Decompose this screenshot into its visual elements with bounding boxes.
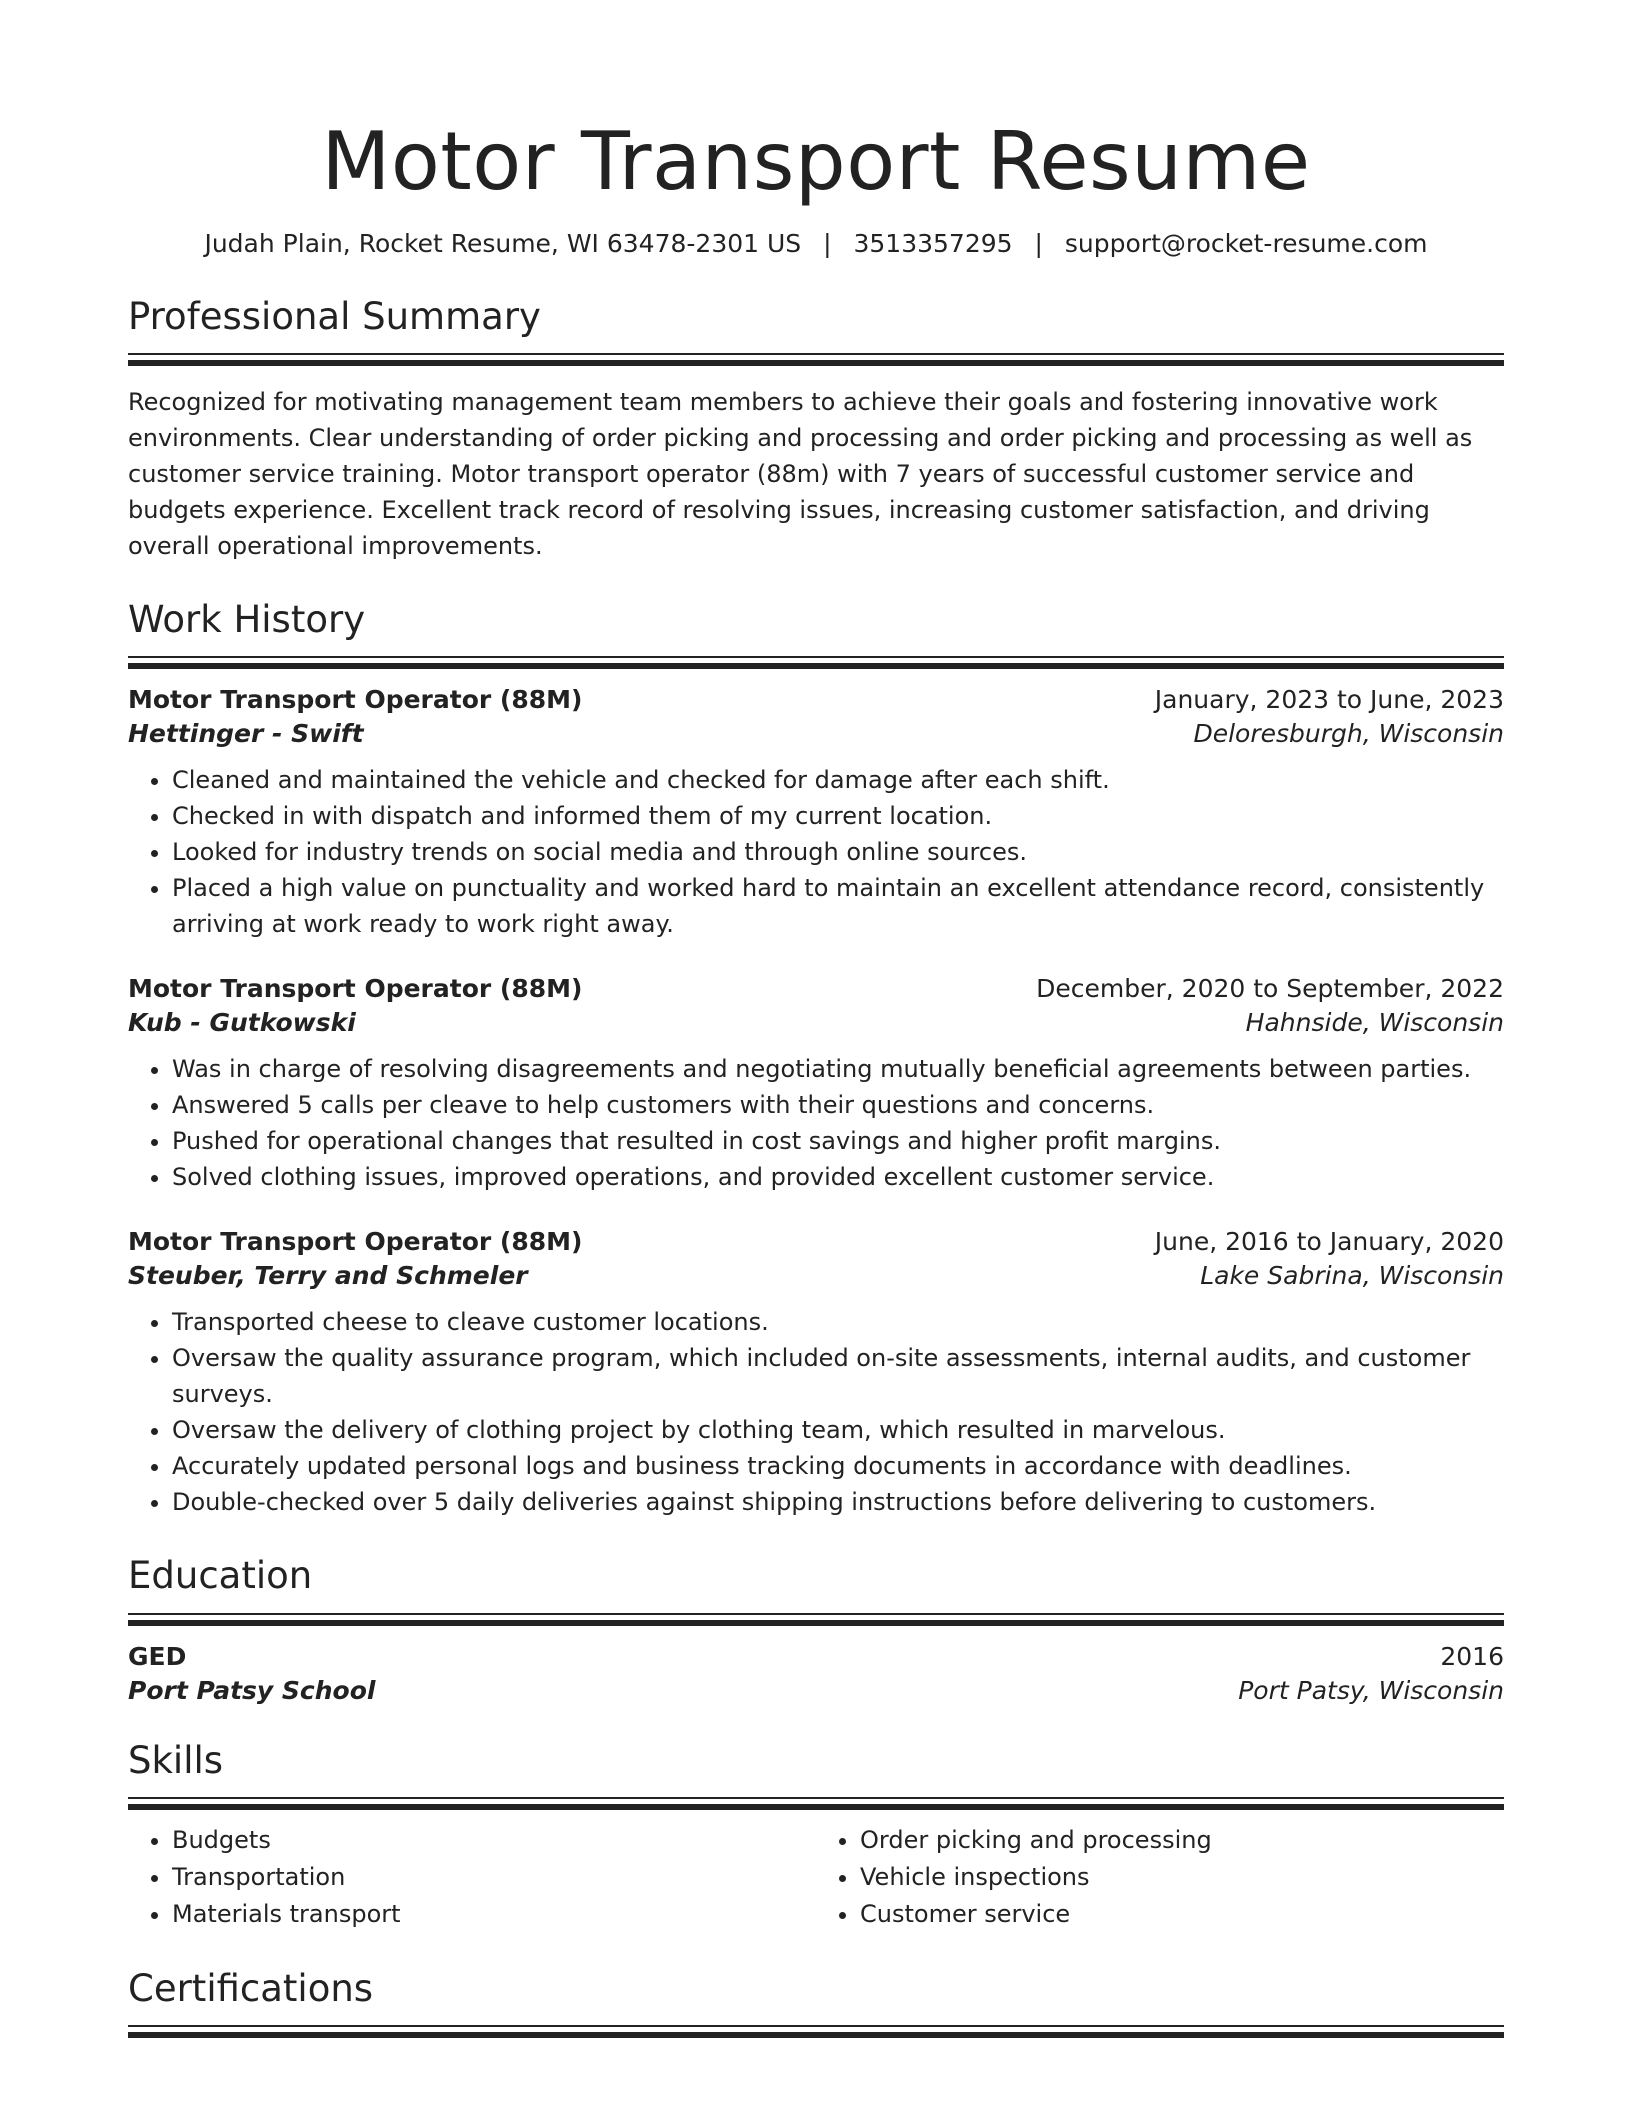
- section-heading: Work History: [128, 597, 366, 641]
- list-item: • Was in charge of resolving disagreements and negotiating mutually beneficial agreements between parties.: [172, 1051, 1504, 1087]
- resume-title: Motor Transport Resume: [321, 115, 1311, 208]
- education-degree: GED: [128, 1641, 187, 1671]
- contact-line: [128, 228, 1504, 261]
- skills-column-right: [816, 1822, 1504, 1933]
- contact-separator: |: [823, 229, 832, 258]
- section-heading: Professional Summary: [128, 294, 541, 338]
- job-title: Motor Transport Operator (88M): [128, 974, 583, 1004]
- job-location: Deloresburgh, Wisconsin: [1193, 719, 1504, 749]
- section-divider: [128, 663, 1504, 669]
- job-entry: [128, 1227, 1504, 1520]
- job-location: Lake Sabrina, Wisconsin: [1200, 1261, 1504, 1291]
- list-item: • Pushed for operational changes that resulted in cost savings and higher profit margins.: [172, 1123, 1504, 1159]
- section-divider: [128, 2025, 1504, 2027]
- skills-column-left: [128, 1822, 816, 1933]
- job-entry: [128, 685, 1504, 942]
- skills-list: [128, 1822, 1504, 1933]
- skill-item: • Budgets: [172, 1822, 816, 1859]
- summary-section: [128, 295, 1504, 564]
- education-section: [128, 1554, 1504, 1704]
- list-item: • Solved clothing issues, improved operations, and provided excellent customer service.: [172, 1159, 1504, 1195]
- job-location: Hahnside, Wisconsin: [1245, 1008, 1504, 1038]
- job-company: Hettinger - Swift: [128, 719, 364, 749]
- summary-text: Recognized for motivating management team members to achieve their goals and fostering innovative work environments. Clear understanding of order picking and processing and order picking and processing as well as customer service training. Motor transport operator (88m) with 7 years of successful customer service and budgets experience. Excellent track record of resolving issues, increasing customer satisfaction, and driving overall operational improvements.: [128, 387, 1473, 560]
- certifications-section: [128, 1967, 1504, 2038]
- skill-item: • Customer service: [860, 1896, 1504, 1933]
- list-item: • Checked in with dispatch and informed them of my current location.: [172, 798, 1504, 834]
- section-heading: Certifications: [128, 1967, 374, 2011]
- skills-section: [128, 1739, 1504, 1933]
- job-bullets: [128, 1304, 1504, 1520]
- section-divider: [128, 1797, 1504, 1799]
- section-divider: [128, 2032, 1504, 2038]
- education-school: Port Patsy School: [128, 1675, 376, 1705]
- section-heading: Skills: [128, 1738, 224, 1782]
- list-item: • Looked for industry trends on social media and through online sources.: [172, 834, 1504, 870]
- education-location: Port Patsy, Wisconsin: [1238, 1675, 1504, 1705]
- education-year: 2016: [1440, 1641, 1504, 1671]
- work-history-section: [128, 598, 1504, 1520]
- list-item: • Oversaw the quality assurance program, which included on-site assessments, internal audits, and customer surveys.: [172, 1340, 1504, 1412]
- section-divider: [128, 360, 1504, 366]
- skill-item: • Transportation: [172, 1859, 816, 1896]
- job-company: Kub - Gutkowski: [128, 1008, 356, 1038]
- list-item: • Double-checked over 5 daily deliveries against shipping instructions before delivering to customers.: [172, 1484, 1504, 1520]
- education-entry: [128, 1642, 1504, 1705]
- job-company: Steuber, Terry and Schmeler: [128, 1261, 528, 1291]
- contact-separator: |: [1034, 229, 1043, 258]
- resume-page: [128, 115, 1504, 2038]
- skill-item: • Order picking and processing: [860, 1822, 1504, 1859]
- section-heading: Education: [128, 1554, 313, 1598]
- job-bullets: [128, 1051, 1504, 1195]
- job-title: Motor Transport Operator (88M): [128, 1227, 583, 1257]
- job-dates: January, 2023 to June, 2023: [1154, 685, 1504, 715]
- section-divider: [128, 1613, 1504, 1615]
- list-item: • Accurately updated personal logs and business tracking documents in accordance with deadlines.: [172, 1448, 1504, 1484]
- contact-address: Judah Plain, Rocket Resume, WI 63478-2301 US: [204, 229, 802, 258]
- job-title: Motor Transport Operator (88M): [128, 685, 583, 715]
- contact-phone: 3513357295: [853, 229, 1013, 258]
- section-divider: [128, 353, 1504, 355]
- section-divider: [128, 1804, 1504, 1810]
- list-item: • Oversaw the delivery of clothing project by clothing team, which resulted in marvelous.: [172, 1412, 1504, 1448]
- job-dates: June, 2016 to January, 2020: [1154, 1227, 1504, 1257]
- contact-email: support@rocket-resume.com: [1064, 229, 1428, 258]
- section-divider: [128, 1620, 1504, 1626]
- section-divider: [128, 656, 1504, 658]
- skill-item: • Vehicle inspections: [860, 1859, 1504, 1896]
- list-item: • Transported cheese to cleave customer locations.: [172, 1304, 1504, 1340]
- job-bullets: [128, 762, 1504, 942]
- job-dates: December, 2020 to September, 2022: [1036, 974, 1504, 1004]
- list-item: • Placed a high value on punctuality and worked hard to maintain an excellent attendance record, consistently arriving at work ready to work right away.: [172, 870, 1504, 942]
- job-entry: [128, 974, 1504, 1195]
- list-item: • Cleaned and maintained the vehicle and checked for damage after each shift.: [172, 762, 1504, 798]
- list-item: • Answered 5 calls per cleave to help customers with their questions and concerns.: [172, 1087, 1504, 1123]
- skill-item: • Materials transport: [172, 1896, 816, 1933]
